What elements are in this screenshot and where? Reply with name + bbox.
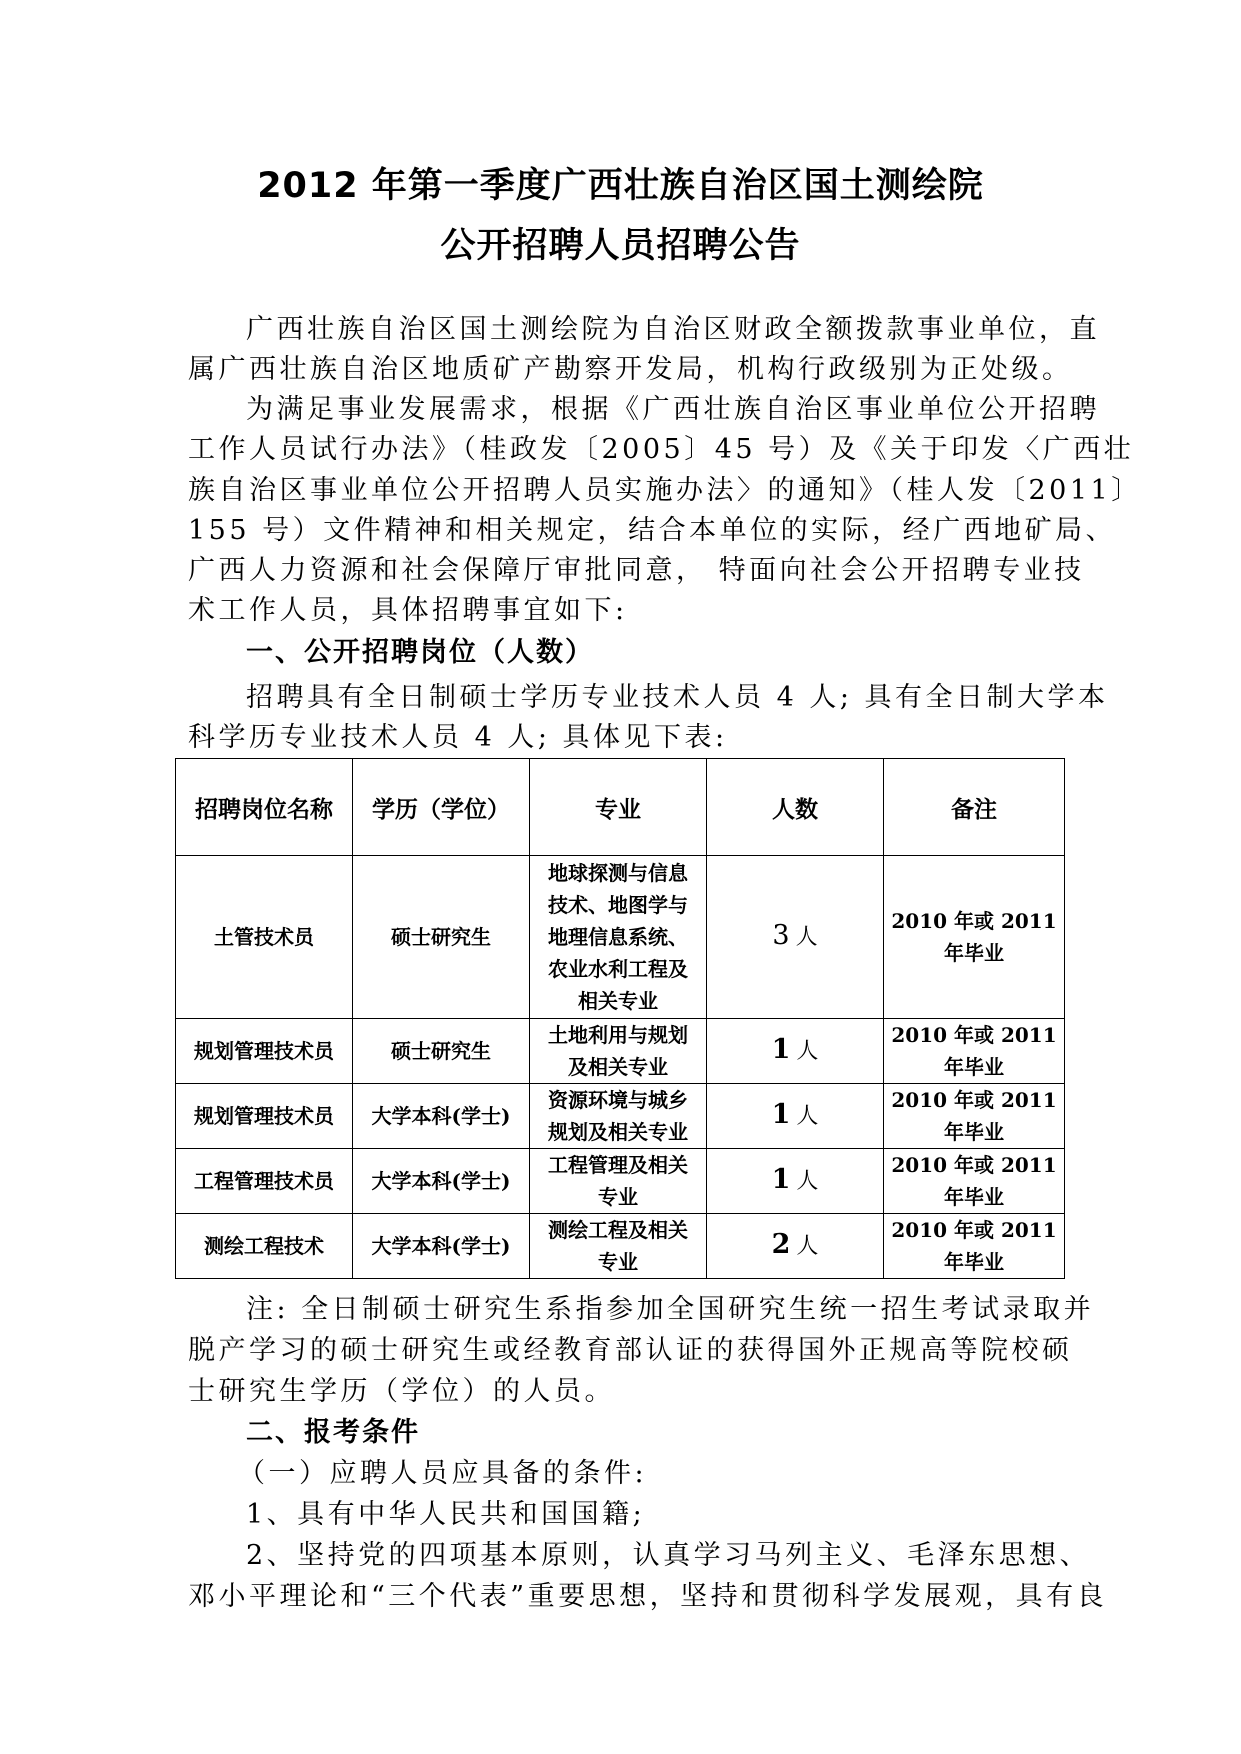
major-line: 专业 bbox=[598, 1185, 638, 1209]
major-line: 及相关专业 bbox=[568, 1055, 668, 1079]
major-line: 测绘工程及相关 bbox=[548, 1218, 688, 1242]
cell-count bbox=[707, 1214, 884, 1279]
remark-line: 年毕业 bbox=[944, 1120, 1004, 1144]
count-unit: 人 bbox=[796, 1039, 819, 1064]
cell-position: 土管技术员 bbox=[176, 856, 353, 1019]
count-value: 1 bbox=[771, 1164, 791, 1195]
subsection-1: （一）应聘人员应具备的条件: bbox=[238, 1458, 648, 1489]
section-heading-2: 二、报考条件 bbox=[246, 1417, 420, 1448]
note-line-1: 注: 全日制硕士研究生系指参加全国研究生统一招生考试录取并 bbox=[246, 1294, 1095, 1325]
table-row bbox=[176, 856, 1065, 1019]
remark-line: 2010 年或 2011 bbox=[891, 1153, 1057, 1177]
cell-position: 工程管理技术员 bbox=[176, 1149, 353, 1214]
paragraph-2-line-5: 广西人力资源和社会保障厅审批同意， 特面向社会公开招聘专业技 bbox=[188, 555, 1085, 586]
remark-line: 2010 年或 2011 bbox=[891, 909, 1057, 933]
header-major: 专业 bbox=[530, 759, 707, 856]
count-unit: 人 bbox=[796, 1169, 819, 1194]
condition-item-2-line-1: 2、坚持党的四项基本原则，认真学习马列主义、毛泽东思想、 bbox=[246, 1540, 1091, 1571]
table-row bbox=[176, 1084, 1065, 1149]
remark-line: 年毕业 bbox=[944, 1055, 1004, 1079]
paragraph-2-line-6: 术工作人员，具体招聘事宜如下: bbox=[188, 595, 628, 626]
cell-major bbox=[530, 1214, 707, 1279]
major-line: 土地利用与规划 bbox=[548, 1023, 688, 1047]
cell-degree: 大学本科(学士) bbox=[353, 1149, 530, 1214]
major-line: 地理信息系统、 bbox=[548, 925, 688, 949]
condition-item-1: 1、具有中华人民共和国国籍; bbox=[246, 1499, 646, 1530]
remark-line: 2010 年或 2011 bbox=[891, 1023, 1057, 1047]
major-line: 资源环境与城乡 bbox=[548, 1088, 688, 1112]
paragraph-2-line-4: 155 号）文件精神和相关规定，结合本单位的实际，经广西地矿局、 bbox=[188, 515, 1117, 546]
table-row bbox=[176, 1149, 1065, 1214]
major-line: 专业 bbox=[598, 1250, 638, 1274]
cell-position: 规划管理技术员 bbox=[176, 1084, 353, 1149]
table-row bbox=[176, 1214, 1065, 1279]
major-line: 技术、地图学与 bbox=[548, 893, 688, 917]
cell-remark bbox=[884, 1019, 1065, 1084]
count-value: 3 bbox=[772, 920, 790, 951]
count-value: 1 bbox=[771, 1099, 791, 1130]
major-line: 地球探测与信息 bbox=[548, 861, 688, 885]
cell-major bbox=[530, 1084, 707, 1149]
cell-count bbox=[707, 1019, 884, 1084]
count-unit: 人 bbox=[795, 925, 818, 950]
cell-remark bbox=[884, 1149, 1065, 1214]
paragraph-2-line-2: 工作人员试行办法》（桂政发〔2005〕45 号）及《关于印发〈广西壮 bbox=[188, 434, 1135, 465]
cell-degree: 大学本科(学士) bbox=[353, 1084, 530, 1149]
cell-remark bbox=[884, 1084, 1065, 1149]
cell-major bbox=[530, 856, 707, 1019]
remark-line: 年毕业 bbox=[944, 1185, 1004, 1209]
remark-line: 2010 年或 2011 bbox=[891, 1218, 1057, 1242]
cell-count bbox=[707, 1084, 884, 1149]
major-line: 相关专业 bbox=[578, 989, 658, 1013]
remark-line: 年毕业 bbox=[944, 941, 1004, 965]
remark-line: 2010 年或 2011 bbox=[891, 1088, 1057, 1112]
table-row bbox=[176, 1019, 1065, 1084]
recruitment-table bbox=[175, 758, 1065, 1279]
cell-degree: 硕士研究生 bbox=[353, 856, 530, 1019]
header-count: 人数 bbox=[707, 759, 884, 856]
cell-major bbox=[530, 1149, 707, 1214]
paragraph-3-line-1: 招聘具有全日制硕士学历专业技术人员 4 人; 具有全日制大学本 bbox=[246, 682, 1109, 713]
header-position: 招聘岗位名称 bbox=[176, 759, 353, 856]
cell-degree: 硕士研究生 bbox=[353, 1019, 530, 1084]
header-remark: 备注 bbox=[884, 759, 1065, 856]
title-line-1: 2012 年第一季度广西壮族自治区国土测绘院 bbox=[257, 166, 984, 206]
cell-major bbox=[530, 1019, 707, 1084]
note-line-3: 士研究生学历（学位）的人员。 bbox=[188, 1376, 615, 1407]
paragraph-2-line-1: 为满足事业发展需求，根据《广西壮族自治区事业单位公开招聘 bbox=[246, 394, 1100, 425]
table-header-row bbox=[176, 759, 1065, 856]
section-heading-1: 一、公开招聘岗位（人数） bbox=[246, 637, 594, 668]
paragraph-1-line-1: 广西壮族自治区国土测绘院为自治区财政全额拨款事业单位，直 bbox=[246, 314, 1100, 345]
title-line-2: 公开招聘人员招聘公告 bbox=[440, 226, 801, 266]
count-unit: 人 bbox=[796, 1104, 819, 1129]
cell-position: 测绘工程技术 bbox=[176, 1214, 353, 1279]
paragraph-3-line-2: 科学历专业技术人员 4 人; 具体见下表: bbox=[188, 722, 728, 753]
count-value: 2 bbox=[771, 1229, 791, 1260]
cell-count bbox=[707, 856, 884, 1019]
major-line: 农业水利工程及 bbox=[548, 957, 688, 981]
cell-remark bbox=[884, 856, 1065, 1019]
cell-degree: 大学本科(学士) bbox=[353, 1214, 530, 1279]
major-line: 工程管理及相关 bbox=[548, 1153, 688, 1177]
header-degree: 学历（学位） bbox=[353, 759, 530, 856]
remark-line: 年毕业 bbox=[944, 1250, 1004, 1274]
note-line-2: 脱产学习的硕士研究生或经教育部认证的获得国外正规高等院校硕 bbox=[188, 1335, 1073, 1366]
paragraph-2-line-3: 族自治区事业单位公开招聘人员实施办法〉的通知》（桂人发〔2011〕 bbox=[188, 475, 1142, 506]
major-line: 规划及相关专业 bbox=[548, 1120, 688, 1144]
count-unit: 人 bbox=[796, 1234, 819, 1259]
paragraph-1-line-2: 属广西壮族自治区地质矿产勘察开发局，机构行政级别为正处级。 bbox=[188, 354, 1073, 385]
cell-count bbox=[707, 1149, 884, 1214]
cell-position: 规划管理技术员 bbox=[176, 1019, 353, 1084]
condition-item-2-line-2: 邓小平理论和“三个代表”重要思想，坚持和贯彻科学发展观，具有良 bbox=[188, 1581, 1108, 1612]
count-value: 1 bbox=[771, 1034, 791, 1065]
cell-remark bbox=[884, 1214, 1065, 1279]
